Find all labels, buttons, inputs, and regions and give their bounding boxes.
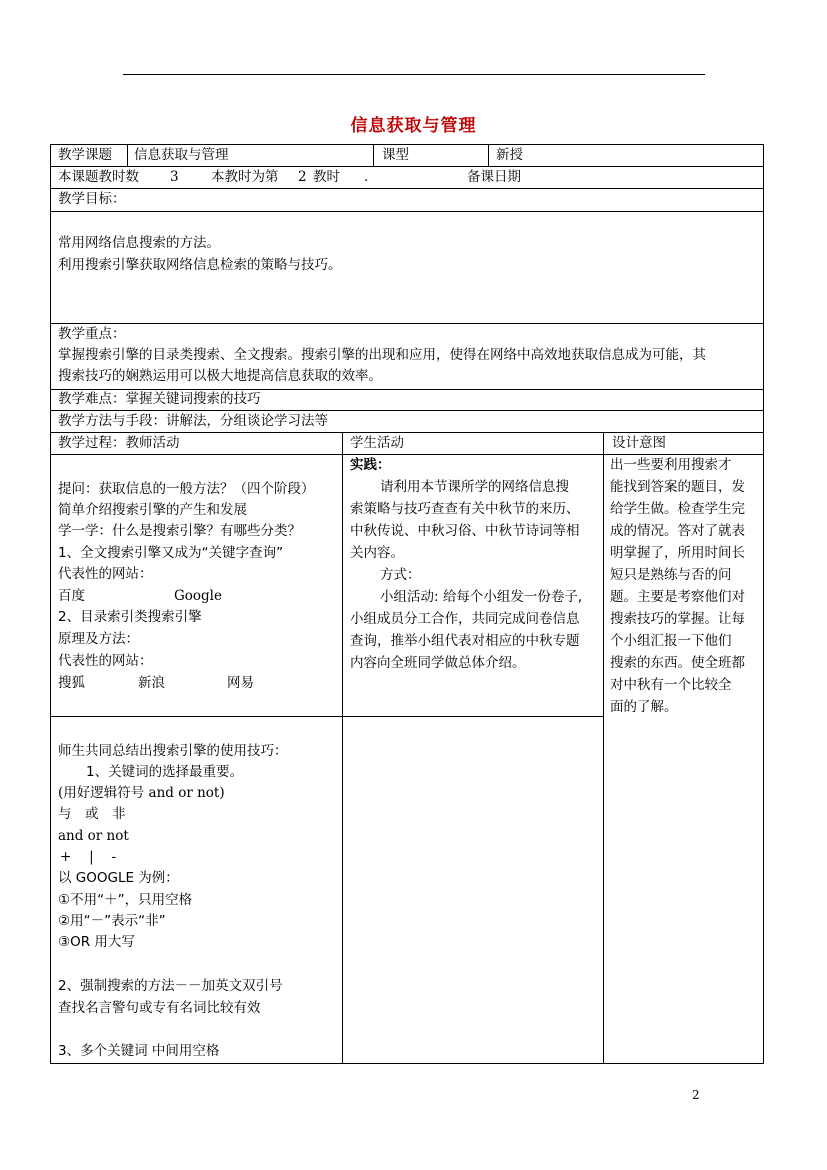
design-line-9: 个小组汇报一下他们 [610, 633, 732, 649]
key-points-line-1: 掌握搜索引擎的目录类搜索、全文搜索。搜索引擎的出现和应用，使得在网络中高效地获取信息成为可能，其 [58, 347, 706, 363]
divider [50, 716, 603, 717]
student-activity-header: 学生活动 [350, 435, 404, 451]
summary-line-8: ①不用“＋”，只用空格 [58, 892, 193, 908]
divider [342, 432, 343, 1064]
divider [373, 144, 374, 167]
teacher-line-10b: 新浪 [138, 675, 165, 691]
row-hours [50, 166, 764, 189]
type-value: 新授 [496, 147, 523, 163]
difficulty-text: 教学难点：掌握关键词搜索的技巧 [58, 391, 261, 407]
teacher-activity-header: 教学过程：教师活动 [58, 435, 180, 451]
student-line-1: 实践： [350, 457, 391, 473]
teacher-line-3: 学一学：什么是搜索引擎？有哪些分类？ [58, 523, 301, 539]
design-line-4: 成的情况。答对了就表 [610, 523, 745, 539]
summary-line-1: 师生共同总结出搜索引擎的使用技巧： [58, 743, 288, 759]
page-title: 信息获取与管理 [350, 116, 477, 136]
teacher-line-5: 代表性的网站： [58, 566, 153, 582]
goals-line-2: 利用搜索引擎获取网络信息检索的策略与技巧。 [58, 257, 342, 273]
student-line-4: 中秋传说、中秋习俗、中秋节诗词等相 [350, 523, 580, 539]
summary-line-3: (用好逻辑符号 and or not) [58, 785, 225, 801]
summary-line-4: 与 或 非 [58, 806, 126, 822]
design-line-5: 明掌握了，所用时间长 [610, 545, 745, 561]
label-current: 本教时为第 [211, 169, 279, 185]
goals-label: 教学目标： [58, 191, 126, 207]
design-line-11: 对中秋有一个比较全 [610, 677, 732, 693]
design-intent-header: 设计意图 [612, 435, 666, 451]
teacher-line-7: 2、目录索引类搜索引擎 [58, 609, 202, 625]
teacher-line-2: 简单介绍搜索引擎的产生和发展 [58, 502, 247, 518]
teacher-line-8: 原理及方法： [58, 631, 139, 647]
student-line-7: 小组活动: 给每个小组发一份卷子, [380, 589, 583, 605]
summary-line-12: 查找名言警句或专有名词比较有效 [58, 1000, 261, 1016]
design-line-12: 面的了解。 [610, 699, 678, 715]
teacher-line-10c: 网易 [227, 675, 254, 691]
design-line-6: 短只是熟练与否的问 [610, 567, 732, 583]
student-line-5: 关内容。 [350, 545, 404, 561]
design-line-8: 搜索技巧的掌握。让每 [610, 611, 745, 627]
teacher-line-10a: 搜狐 [58, 675, 85, 691]
student-line-6: 方式： [380, 567, 421, 583]
header-rule [123, 74, 705, 75]
summary-line-13: 3、多个关键词 中间用空格 [58, 1043, 220, 1059]
design-line-7: 题。主要是考察他们对 [610, 589, 745, 605]
summary-line-5: and or not [58, 828, 129, 844]
teacher-line-6b: Google [174, 588, 222, 604]
divider [603, 432, 604, 1064]
summary-line-10: ③OR 用大写 [58, 934, 135, 950]
teacher-line-1: 提问：获取信息的一般方法？（四个阶段） [58, 481, 315, 497]
method-text: 教学方法与手段：讲解法，分组谈论学习法等 [58, 413, 328, 429]
teacher-line-9: 代表性的网站： [58, 653, 153, 669]
teacher-line-4: 1、全文搜索引擎又成为“关键字查询” [58, 545, 284, 561]
divider [488, 144, 489, 167]
label-date: 备课日期 [467, 169, 521, 185]
label-unit: 教时 [313, 169, 340, 185]
label-topic: 教学课题 [58, 147, 112, 163]
student-line-2: 请利用本节课所学的网络信息搜 [380, 479, 569, 495]
design-line-1: 出一些要利用搜索才 [610, 457, 732, 473]
key-points-label: 教学重点： [58, 326, 126, 342]
design-line-10: 搜索的东西。使全班都 [610, 655, 745, 671]
label-hours: 本课题教时数 [58, 169, 139, 185]
summary-line-6: + | - [60, 849, 117, 865]
student-line-3: 索策略与技巧查查有关中秋节的来历、 [350, 501, 580, 517]
divider [127, 144, 128, 167]
current-value: 2 [298, 169, 307, 185]
design-line-2: 能找到答案的题目，发 [610, 479, 745, 495]
dot-mark: . [364, 169, 369, 185]
hours-value: 3 [170, 169, 179, 185]
summary-line-7: 以 GOOGLE 为例： [58, 870, 179, 886]
key-points-line-2: 搜索技巧的娴熟运用可以极大地提高信息获取的效率。 [58, 368, 382, 384]
teacher-line-6a: 百度 [58, 588, 85, 604]
goals-label-row [50, 188, 764, 212]
label-type: 课型 [382, 147, 409, 163]
topic-value: 信息获取与管理 [134, 147, 229, 163]
design-line-3: 给学生做。检查学生完 [610, 501, 745, 517]
goals-line-1: 常用网络信息搜索的方法。 [58, 235, 220, 251]
summary-line-2: 1、关键词的选择最重要。 [86, 764, 244, 780]
student-line-8: 小组成员分工合作，共同完成问卷信息 [350, 611, 580, 627]
page-number: 2 [692, 1088, 700, 1102]
student-line-9: 查询，推举小组代表对相应的中秋专题 [350, 633, 580, 649]
summary-line-9: ②用“－”表示“非” [58, 913, 166, 929]
summary-line-11: 2、强制搜索的方法－－加英文双引号 [58, 978, 283, 994]
student-line-10: 内容向全班同学做总体介绍。 [350, 655, 526, 671]
